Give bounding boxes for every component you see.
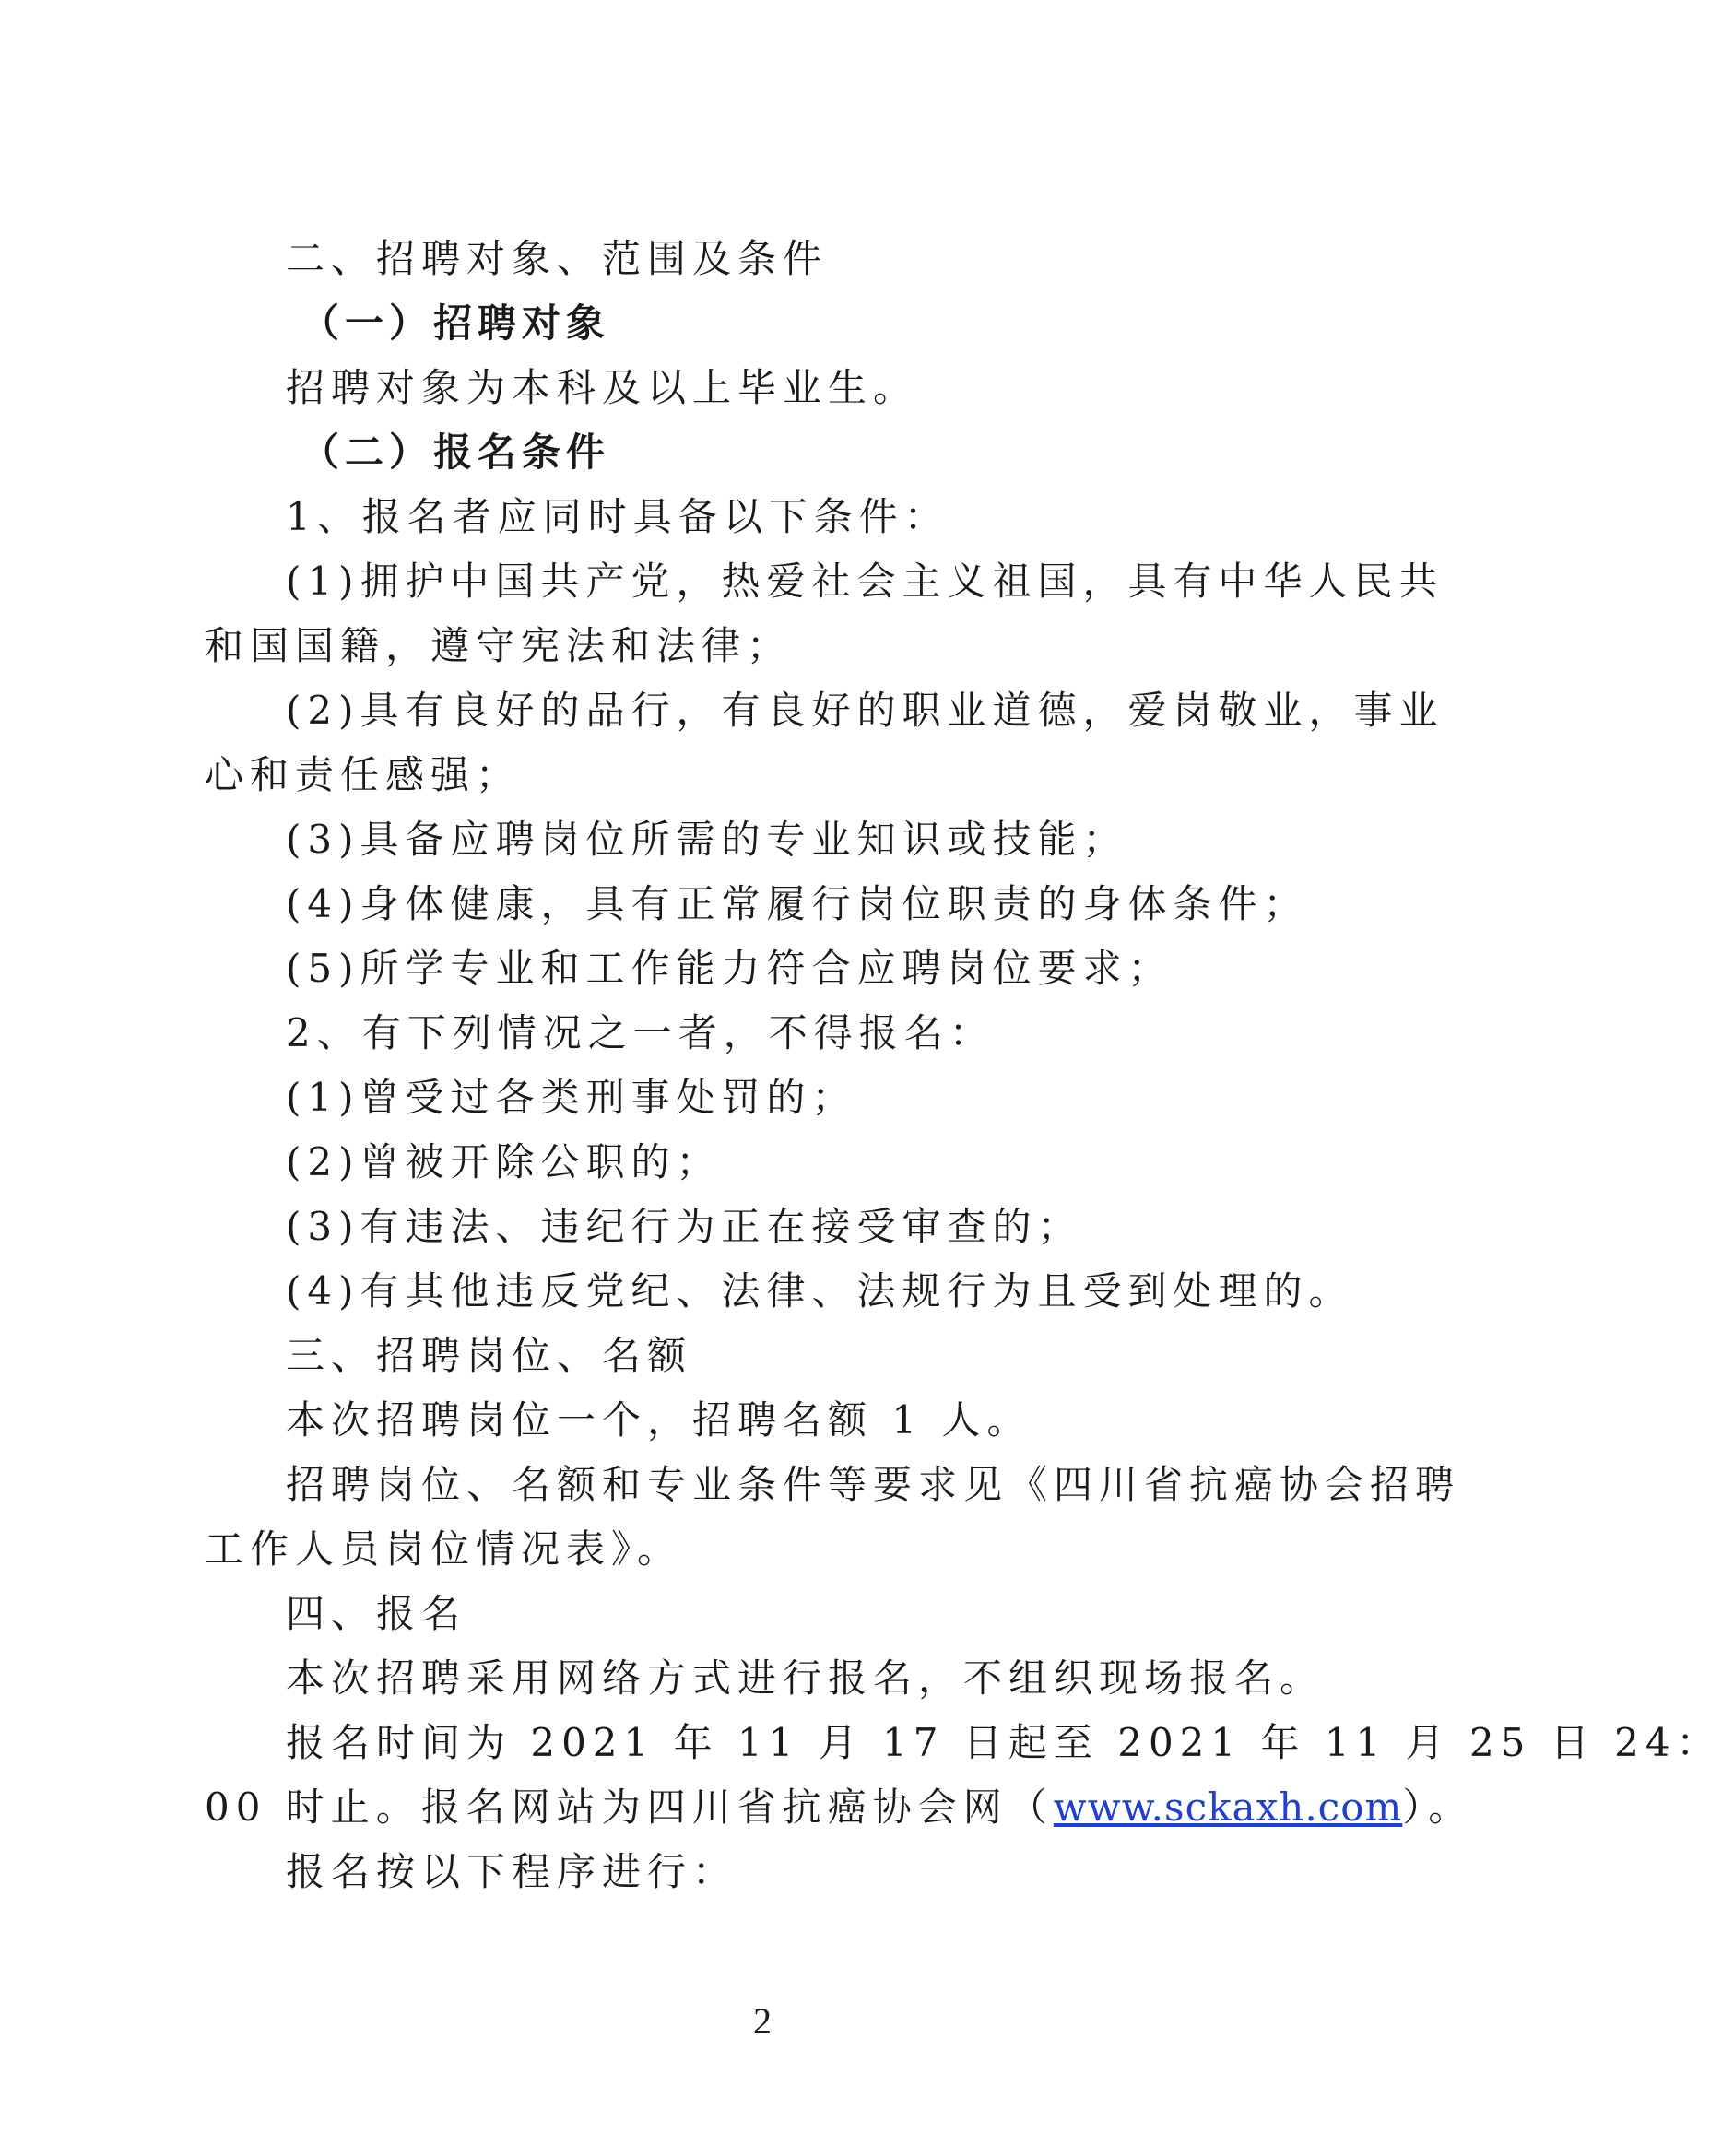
exclusions-intro: 2、有下列情况之一者，不得报名：: [286, 1010, 995, 1055]
section-title-positions-quota: 三、招聘岗位、名额: [286, 1333, 693, 1378]
document-body: [205, 227, 1722, 1904]
subheading-application-conditions: （二）报名条件: [301, 430, 611, 475]
exclusion-item-1: (1)曾受过各类刑事处罚的；: [286, 1075, 857, 1120]
condition-item-1-line-2: 和国国籍，遵守宪法和法律；: [205, 623, 793, 668]
paragraph-registration-time-line-1: 报名时间为 2021 年 11 月 17 日起至 2021 年 11 月 25 日 24：: [286, 1720, 1722, 1765]
condition-item-2-line-2: 心和责任感强；: [205, 752, 522, 797]
subheading-recruitment-target: （一）招聘对象: [301, 300, 611, 346]
section-title-recruitment-targets: 二、招聘对象、范围及条件: [286, 236, 829, 281]
page-number: 2: [753, 2000, 772, 2042]
section-title-registration: 四、报名: [286, 1591, 467, 1636]
paragraph-recruitment-target: 招聘对象为本科及以上毕业生。: [286, 365, 919, 410]
exclusion-item-4: (4)有其他违反党纪、法律、法规行为且受到处理的。: [286, 1268, 1354, 1314]
condition-item-1-line-1: (1)拥护中国共产党，热爱社会主义祖国，具有中华人民共: [286, 559, 1445, 604]
condition-item-3: (3)具备应聘岗位所需的专业知识或技能；: [286, 817, 1128, 862]
paragraph-registration-time-line-2: [205, 1775, 1474, 1840]
registration-website-suffix: ）。: [1402, 1785, 1474, 1830]
paragraph-registration-method: 本次招聘采用网络方式进行报名，不组织现场报名。: [286, 1655, 1326, 1701]
paragraph-positions-table-ref-line-1: 招聘岗位、名额和专业条件等要求见《四川省抗癌协会招聘: [286, 1462, 1461, 1507]
exclusion-item-3: (3)有违法、违纪行为正在接受审查的；: [286, 1204, 1083, 1249]
paragraph-positions-table-ref-line-2: 工作人员岗位情况表》。: [205, 1526, 683, 1572]
conditions-required-intro: 1、报名者应同时具备以下条件：: [286, 494, 949, 539]
condition-item-4: (4)身体健康，具有正常履行岗位职责的身体条件；: [286, 881, 1309, 926]
registration-website-link[interactable]: www.sckaxh.com: [1053, 1785, 1403, 1830]
paragraph-positions-count: 本次招聘岗位一个，招聘名额 1 人。: [286, 1397, 1032, 1443]
condition-item-5: (5)所学专业和工作能力符合应聘岗位要求；: [286, 946, 1174, 991]
registration-website-prefix: 00 时止。报名网站为四川省抗癌协会网（: [205, 1785, 1054, 1830]
paragraph-registration-procedure: 报名按以下程序进行：: [286, 1849, 738, 1894]
exclusion-item-2: (2)曾被开除公职的；: [286, 1139, 722, 1184]
condition-item-2-line-1: (2)具有良好的品行，有良好的职业道德，爱岗敬业，事业: [286, 688, 1445, 733]
